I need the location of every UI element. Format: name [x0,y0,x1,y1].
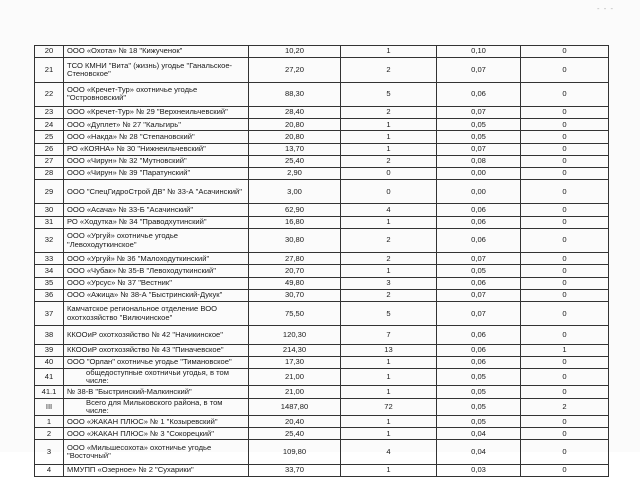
organization-name: ККООиР охотхозяйство № 42 "Начикинское" [64,326,249,344]
count-value: 2 [341,106,437,118]
organization-name: ООО «Дуплет» № 27 "Кальгирь" [64,119,249,131]
row-number: 31 [35,216,64,228]
organization-name: ООО «Кречет-Тур» охотничье угодье "Островновский" [64,82,249,106]
organization-name: Всего для Мильковского района, в том числе: [64,398,249,415]
row-number: 39 [35,344,64,356]
table-row [35,344,609,356]
area-value: 3,00 [249,180,341,204]
area-value: 75,50 [249,302,341,326]
extra-value: 0 [521,265,609,277]
rate-value: 0,06 [437,228,521,252]
table-row [35,356,609,368]
table-row [35,253,609,265]
rate-value: 0,07 [437,302,521,326]
area-value: 109,80 [249,440,341,464]
count-value: 3 [341,277,437,289]
area-value: 16,80 [249,216,341,228]
area-value: 27,20 [249,58,341,82]
organization-name: ККООиР охотхозяйство № 43 "Пиначевское" [64,344,249,356]
organization-name: ООО «Ажица» № 38-А "Быстринский-Дукук" [64,289,249,301]
table-row [35,277,609,289]
count-value: 4 [341,204,437,216]
row-number: 2 [35,428,64,440]
extra-value: 0 [521,216,609,228]
extra-value: 0 [521,180,609,204]
area-value: 20,80 [249,131,341,143]
rate-value: 0,05 [437,398,521,415]
table-row [35,131,609,143]
extra-value: 0 [521,428,609,440]
row-number: 4 [35,464,64,476]
count-value: 5 [341,82,437,106]
extra-value: 0 [521,464,609,476]
organization-name: Камчатское региональное отделение ВОО охотхозяйство "Вилючинское" [64,302,249,326]
table-row [35,228,609,252]
area-value: 21,00 [249,386,341,398]
row-number: 24 [35,119,64,131]
area-value: 30,80 [249,228,341,252]
area-value: 120,30 [249,326,341,344]
organization-name: ООО «Ургуй» № 36 "Малоходуткинский" [64,253,249,265]
area-value: 21,00 [249,369,341,386]
organization-name: ООО «ЖАКАН ПЛЮС» № 1 "Козыревский" [64,416,249,428]
count-value: 2 [341,155,437,167]
row-number: 33 [35,253,64,265]
count-value: 1 [341,356,437,368]
count-value: 2 [341,228,437,252]
area-value: 2,90 [249,167,341,179]
rate-value: 0,06 [437,326,521,344]
row-number: 34 [35,265,64,277]
table-row [35,289,609,301]
table-row [35,155,609,167]
area-value: 27,80 [249,253,341,265]
count-value: 2 [341,253,437,265]
count-value: 1 [341,464,437,476]
table-row [35,167,609,179]
table-row [35,428,609,440]
rate-value: 0,05 [437,386,521,398]
count-value: 1 [341,416,437,428]
row-number: 23 [35,106,64,118]
row-number: 35 [35,277,64,289]
table-body [35,46,609,477]
row-number: 40 [35,356,64,368]
count-value: 1 [341,131,437,143]
extra-value: 0 [521,386,609,398]
rate-value: 0,00 [437,167,521,179]
extra-value: 0 [521,58,609,82]
extra-value: 0 [521,289,609,301]
organization-name: ООО «Урсус» № 37 "Вестник" [64,277,249,289]
area-value: 88,30 [249,82,341,106]
organization-name: ООО «Чубак» № 35-В "Левоходуткинский" [64,265,249,277]
extra-value: 0 [521,228,609,252]
area-value: 25,40 [249,428,341,440]
row-number: 29 [35,180,64,204]
extra-value: 0 [521,277,609,289]
organization-name: ООО «Чирун» № 39 "Паратунский" [64,167,249,179]
organization-name: ООО «Охота» № 18 "Кижученок" [64,46,249,58]
count-value: 0 [341,167,437,179]
table-row [35,106,609,118]
area-value: 17,30 [249,356,341,368]
extra-value: 0 [521,369,609,386]
table-row [35,180,609,204]
extra-value: 0 [521,119,609,131]
organization-name: ООО "Орлан" охотничье угодье "Тимановское" [64,356,249,368]
rate-value: 0,06 [437,204,521,216]
organization-name: ТСО КМНИ "Вита" (жизнь) угодье "Ганальское-Стеновское" [64,58,249,82]
row-number: 36 [35,289,64,301]
table-row [35,119,609,131]
row-number: 25 [35,131,64,143]
count-value: 1 [341,143,437,155]
table-row [35,204,609,216]
row-number: 32 [35,228,64,252]
table-row [35,369,609,386]
count-value: 1 [341,216,437,228]
count-value: 72 [341,398,437,415]
table-row [35,464,609,476]
row-number: 38 [35,326,64,344]
rate-value: 0,06 [437,277,521,289]
table-row [35,398,609,415]
extra-value: 0 [521,82,609,106]
organization-name: ООО «Асача» № 33-Б "Асачинский" [64,204,249,216]
table-row [35,386,609,398]
count-value: 4 [341,440,437,464]
scan-mark: - - - [597,5,615,13]
table-row [35,143,609,155]
rate-value: 0,05 [437,416,521,428]
extra-value: 0 [521,253,609,265]
rate-value: 0,07 [437,106,521,118]
area-value: 62,90 [249,204,341,216]
organization-name: ООО «Кречет-Тур» № 29 "Верхнеильчевский" [64,106,249,118]
count-value: 13 [341,344,437,356]
rate-value: 0,07 [437,143,521,155]
rate-value: 0,05 [437,369,521,386]
rate-value: 0,05 [437,265,521,277]
area-value: 10,20 [249,46,341,58]
count-value: 5 [341,302,437,326]
table-row [35,440,609,464]
table-row [35,46,609,58]
rate-value: 0,05 [437,131,521,143]
count-value: 1 [341,119,437,131]
table-row [35,216,609,228]
table-row [35,326,609,344]
organization-name: РО «Ходутка» № 34 "Праводхутинский" [64,216,249,228]
organization-name: ООО «ЖАКАН ПЛЮС» № 3 "Сокорецкий" [64,428,249,440]
hunting-grounds-table [34,45,609,477]
extra-value: 0 [521,302,609,326]
row-number: 28 [35,167,64,179]
row-number: III [35,398,64,415]
row-number: 27 [35,155,64,167]
rate-value: 0,04 [437,428,521,440]
organization-name: ООО «Ургуй» охотничье угодье "Левоходуткинское" [64,228,249,252]
extra-value: 0 [521,106,609,118]
area-value: 25,40 [249,155,341,167]
area-value: 214,30 [249,344,341,356]
count-value: 1 [341,369,437,386]
rate-value: 0,06 [437,82,521,106]
rate-value: 0,08 [437,155,521,167]
count-value: 1 [341,386,437,398]
area-value: 13,70 [249,143,341,155]
count-value: 1 [341,46,437,58]
row-number: 21 [35,58,64,82]
row-number: 3 [35,440,64,464]
row-number: 22 [35,82,64,106]
rate-value: 0,07 [437,253,521,265]
rate-value: 0,06 [437,356,521,368]
organization-name: ООО «Накда» № 28 "Степановский" [64,131,249,143]
extra-value: 0 [521,131,609,143]
count-value: 1 [341,428,437,440]
area-value: 20,70 [249,265,341,277]
organization-name: РО «КОЯНА» № 30 "Нижнеильчевский" [64,143,249,155]
row-number: 20 [35,46,64,58]
organization-name: ООО "СпецГидроСтрой ДВ" № 33-А "Асачинский" [64,180,249,204]
area-value: 49,80 [249,277,341,289]
row-number: 41.1 [35,386,64,398]
table-row [35,416,609,428]
rate-value: 0,10 [437,46,521,58]
extra-value: 0 [521,440,609,464]
extra-value: 0 [521,46,609,58]
table-row [35,82,609,106]
rate-value: 0,05 [437,119,521,131]
count-value: 2 [341,289,437,301]
area-value: 20,40 [249,416,341,428]
organization-name: общедоступные охотничьи угодья, в том числе: [64,369,249,386]
count-value: 1 [341,265,437,277]
organization-name: ММУПП «Озерное» № 2 "Сухарики" [64,464,249,476]
count-value: 7 [341,326,437,344]
extra-value: 0 [521,167,609,179]
extra-value: 0 [521,356,609,368]
area-value: 1487,80 [249,398,341,415]
area-value: 33,70 [249,464,341,476]
rate-value: 0,00 [437,180,521,204]
rate-value: 0,04 [437,440,521,464]
row-number: 37 [35,302,64,326]
area-value: 30,70 [249,289,341,301]
extra-value: 0 [521,155,609,167]
rate-value: 0,06 [437,216,521,228]
organization-name: ООО «Мильшесохота» охотничье угодье "Восточный" [64,440,249,464]
extra-value: 0 [521,326,609,344]
extra-value: 2 [521,398,609,415]
area-value: 20,80 [249,119,341,131]
extra-value: 0 [521,204,609,216]
table-row [35,265,609,277]
count-value: 2 [341,58,437,82]
extra-value: 1 [521,344,609,356]
organization-name: № 38-В "Быстринский-Малкинский" [64,386,249,398]
row-number: 30 [35,204,64,216]
table-row [35,302,609,326]
row-number: 26 [35,143,64,155]
rate-value: 0,03 [437,464,521,476]
organization-name: ООО «Чирун» № 32 "Мутновский" [64,155,249,167]
row-number: 1 [35,416,64,428]
rate-value: 0,07 [437,58,521,82]
rate-value: 0,07 [437,289,521,301]
rate-value: 0,06 [437,344,521,356]
area-value: 28,40 [249,106,341,118]
extra-value: 0 [521,416,609,428]
extra-value: 0 [521,143,609,155]
count-value: 0 [341,180,437,204]
table-row [35,58,609,82]
row-number: 41 [35,369,64,386]
